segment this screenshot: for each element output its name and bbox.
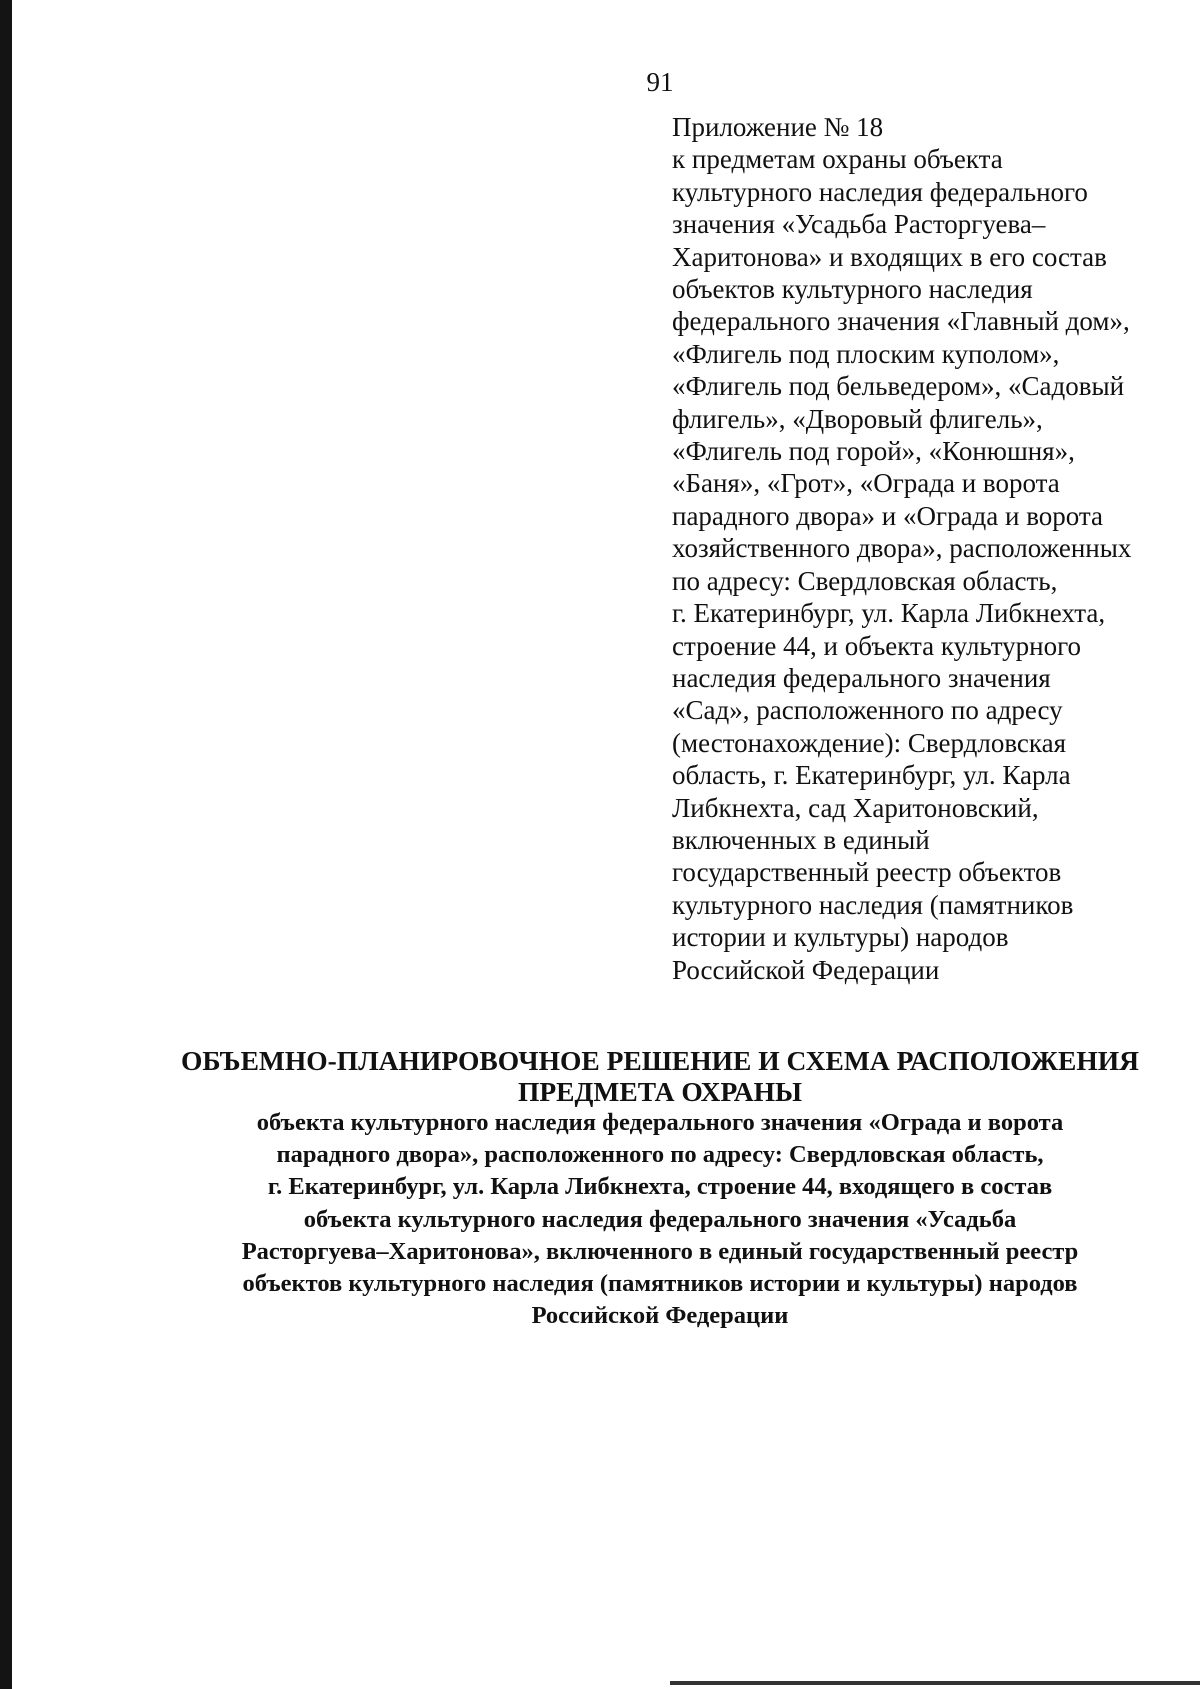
- heading-subtitle-line: объекта культурного наследия федерального значения «Ограда и ворота: [256, 1109, 1064, 1136]
- document-heading: [150, 1045, 1170, 1332]
- appendix-line: «Флигель под бельведером», «Садовый: [672, 371, 1125, 402]
- appendix-line: «Флигель под горой», «Конюшня»,: [672, 436, 1075, 467]
- appendix-line: объектов культурного наследия: [672, 274, 1033, 305]
- appendix-reference-block: [672, 111, 1192, 986]
- heading-title-line: ПРЕДМЕТА ОХРАНЫ: [517, 1076, 803, 1107]
- heading-title-line: ОБЪЕМНО-ПЛАНИРОВОЧНОЕ РЕШЕНИЕ И СХЕМА РАСПОЛОЖЕНИЯ: [181, 1045, 1139, 1076]
- heading-subtitle-line: парадного двора», расположенного по адресу: Свердловская область,: [276, 1141, 1044, 1169]
- appendix-line: культурного наследия (памятников: [672, 889, 1074, 920]
- appendix-line: Харитонова» и входящих в его состав: [672, 241, 1107, 272]
- appendix-line: к предметам охраны объекта: [672, 144, 1003, 175]
- scan-left-border: [0, 0, 12, 1689]
- appendix-line: Либкнехта, сад Харитоновский,: [672, 792, 1039, 823]
- appendix-line: хозяйственного двора», расположенных: [672, 533, 1132, 564]
- appendix-line: наследия федерального значения: [672, 662, 1051, 693]
- appendix-line: федерального значения «Главный дом»,: [672, 306, 1130, 337]
- scan-bottom-rule: [670, 1681, 1200, 1685]
- page-number: 91: [646, 67, 674, 97]
- appendix-line: парадного двора» и «Ограда и ворота: [672, 500, 1104, 531]
- appendix-line: включенных в единый: [672, 824, 930, 855]
- appendix-line: истории и культуры) народов: [672, 922, 1009, 953]
- appendix-line: (местонахождение): Свердловская: [672, 727, 1067, 758]
- appendix-line: государственный реестр объектов: [672, 857, 1062, 888]
- appendix-line: «Сад», расположенного по адресу: [672, 695, 1063, 726]
- heading-subtitle-line: Российской Федерации: [531, 1302, 789, 1330]
- appendix-line: Российской Федерации: [672, 954, 940, 985]
- appendix-line: культурного наследия федерального: [672, 176, 1088, 207]
- appendix-line: флигель», «Дворовый флигель»,: [672, 403, 1043, 434]
- heading-subtitle-line: г. Екатеринбург, ул. Карла Либкнехта, строение 44, входящего в состав: [267, 1173, 1053, 1201]
- appendix-line: область, г. Екатеринбург, ул. Карла: [672, 760, 1071, 791]
- appendix-line: значения «Усадьба Расторгуева–: [672, 209, 1046, 240]
- heading-subtitle-line: Расторгуева–Харитонова», включенного в единый государственный реестр: [241, 1237, 1079, 1265]
- appendix-line: по адресу: Свердловская область,: [672, 565, 1058, 596]
- appendix-line: строение 44, и объекта культурного: [672, 630, 1081, 661]
- heading-subtitle-line: объекта культурного наследия федерального значения «Усадьба: [303, 1205, 1017, 1233]
- appendix-line: «Баня», «Грот», «Ограда и ворота: [672, 468, 1060, 499]
- heading-subtitle-line: объектов культурного наследия (памятников истории и культуры) народов: [242, 1270, 1078, 1298]
- appendix-line: г. Екатеринбург, ул. Карла Либкнехта,: [672, 598, 1106, 629]
- appendix-line: «Флигель под плоским куполом»,: [672, 338, 1060, 369]
- appendix-title: Приложение № 18: [672, 112, 884, 142]
